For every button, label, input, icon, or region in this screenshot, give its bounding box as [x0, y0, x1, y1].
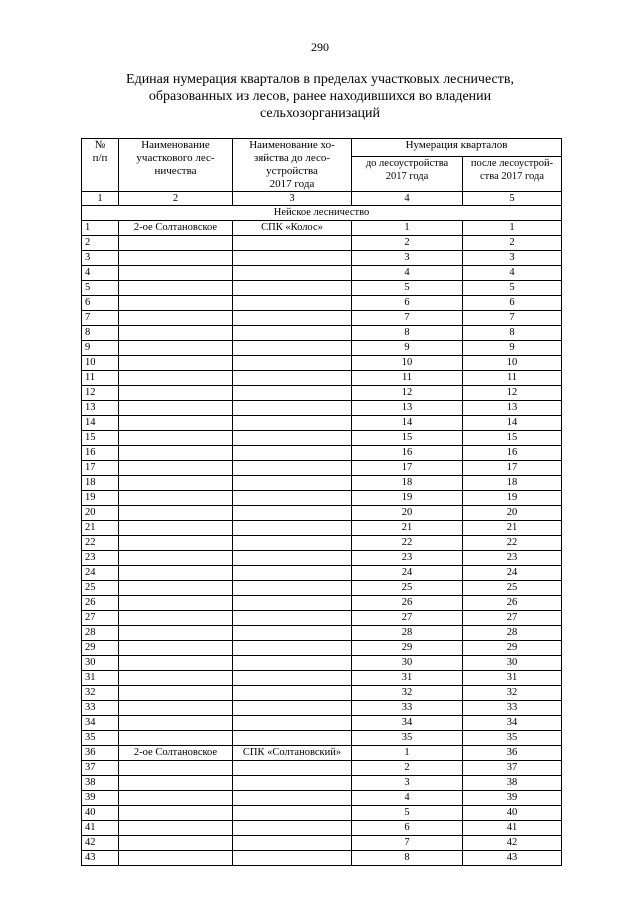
quarter-before-cell: 27	[352, 611, 463, 626]
farm-name-cell	[233, 761, 352, 776]
quarter-after-cell: 2	[463, 236, 562, 251]
quarter-after-cell: 19	[463, 491, 562, 506]
forestry-name-cell	[119, 581, 233, 596]
farm-name-cell	[233, 551, 352, 566]
column-number: 3	[233, 192, 352, 206]
farm-name-cell	[233, 701, 352, 716]
forestry-name-cell	[119, 806, 233, 821]
row-number-cell: 28	[82, 626, 119, 641]
table-row	[82, 311, 562, 326]
farm-name-cell: СПК «Колос»	[233, 221, 352, 236]
header-number	[82, 139, 119, 192]
forestry-name-cell	[119, 251, 233, 266]
quarter-before-cell: 31	[352, 671, 463, 686]
quarter-before-cell: 29	[352, 641, 463, 656]
table-row	[82, 461, 562, 476]
table-row	[82, 836, 562, 851]
forestry-name-cell	[119, 266, 233, 281]
row-number-cell: 21	[82, 521, 119, 536]
quarter-before-cell: 19	[352, 491, 463, 506]
forestry-name-cell	[119, 731, 233, 746]
header-number-line: №	[94, 139, 106, 151]
quarter-before-cell: 12	[352, 386, 463, 401]
header-after-line: ства 2017 года	[480, 171, 544, 183]
farm-name-cell	[233, 596, 352, 611]
header-farm-name	[233, 139, 352, 192]
row-number-cell: 31	[82, 671, 119, 686]
farm-name-cell	[233, 581, 352, 596]
farm-name-cell	[233, 401, 352, 416]
row-number-cell: 27	[82, 611, 119, 626]
farm-name-cell	[233, 791, 352, 806]
forestry-name-cell	[119, 431, 233, 446]
quarter-numbering-table	[81, 138, 562, 866]
forestry-name-cell	[119, 536, 233, 551]
quarter-after-cell: 17	[463, 461, 562, 476]
forestry-name-cell	[119, 671, 233, 686]
table-row	[82, 236, 562, 251]
quarter-after-cell: 5	[463, 281, 562, 296]
header-after-survey	[463, 157, 562, 192]
quarter-before-cell: 21	[352, 521, 463, 536]
row-number-cell: 15	[82, 431, 119, 446]
row-number-cell: 30	[82, 656, 119, 671]
forestry-name-cell	[119, 461, 233, 476]
table-row	[82, 341, 562, 356]
table-row	[82, 221, 562, 236]
quarter-before-cell: 32	[352, 686, 463, 701]
quarter-after-cell: 4	[463, 266, 562, 281]
header-farm-line: 2017 года	[269, 178, 315, 190]
header-before-survey	[352, 157, 463, 192]
quarter-before-cell: 3	[352, 251, 463, 266]
farm-name-cell	[233, 566, 352, 581]
table-row	[82, 626, 562, 641]
quarter-before-cell: 17	[352, 461, 463, 476]
table-row	[82, 521, 562, 536]
table-row	[82, 281, 562, 296]
page-number: 290	[311, 40, 329, 54]
row-number-cell: 29	[82, 641, 119, 656]
quarter-before-cell: 34	[352, 716, 463, 731]
table-row	[82, 416, 562, 431]
quarter-after-cell: 25	[463, 581, 562, 596]
farm-name-cell	[233, 296, 352, 311]
header-farm-line: зяйства до лесо-	[253, 152, 331, 164]
row-number-cell: 22	[82, 536, 119, 551]
row-number-cell: 19	[82, 491, 119, 506]
table-row	[82, 431, 562, 446]
farm-name-cell	[233, 641, 352, 656]
quarter-before-cell: 8	[352, 851, 463, 866]
quarter-after-cell: 42	[463, 836, 562, 851]
table-row	[82, 821, 562, 836]
forestry-name-cell	[119, 551, 233, 566]
column-number: 2	[119, 192, 233, 206]
forestry-name-cell	[119, 791, 233, 806]
farm-name-cell	[233, 521, 352, 536]
farm-name-cell	[233, 506, 352, 521]
quarter-after-cell: 34	[463, 716, 562, 731]
forestry-name-cell	[119, 656, 233, 671]
quarter-before-cell: 2	[352, 761, 463, 776]
quarter-before-cell: 20	[352, 506, 463, 521]
quarter-before-cell: 10	[352, 356, 463, 371]
quarter-after-cell: 32	[463, 686, 562, 701]
forestry-name-cell	[119, 851, 233, 866]
row-number-cell: 34	[82, 716, 119, 731]
forestry-name-cell	[119, 716, 233, 731]
quarter-after-cell: 20	[463, 506, 562, 521]
table-row	[82, 446, 562, 461]
forestry-name-cell	[119, 386, 233, 401]
farm-name-cell	[233, 821, 352, 836]
row-number-cell: 33	[82, 701, 119, 716]
quarter-after-cell: 31	[463, 671, 562, 686]
table-row	[82, 491, 562, 506]
column-number: 1	[82, 192, 119, 206]
row-number-cell: 42	[82, 836, 119, 851]
quarter-before-cell: 18	[352, 476, 463, 491]
quarter-after-cell: 36	[463, 746, 562, 761]
row-number-cell: 11	[82, 371, 119, 386]
farm-name-cell	[233, 431, 352, 446]
farm-name-cell	[233, 851, 352, 866]
forestry-name-cell	[119, 596, 233, 611]
forestry-name-cell	[119, 761, 233, 776]
quarter-after-cell: 18	[463, 476, 562, 491]
header-before-line: 2017 года	[385, 171, 429, 183]
quarter-after-cell: 33	[463, 701, 562, 716]
quarter-before-cell: 5	[352, 281, 463, 296]
forestry-name-cell	[119, 476, 233, 491]
forestry-name-cell	[119, 491, 233, 506]
header-farm-line: Наименование хо-	[249, 139, 335, 151]
forestry-name-cell	[119, 611, 233, 626]
table-row	[82, 761, 562, 776]
header-quarter-numbering: Нумерация кварталов	[352, 139, 562, 157]
quarter-after-cell: 43	[463, 851, 562, 866]
quarter-after-cell: 35	[463, 731, 562, 746]
farm-name-cell	[233, 476, 352, 491]
quarter-before-cell: 14	[352, 416, 463, 431]
table-row	[82, 671, 562, 686]
quarter-after-cell: 21	[463, 521, 562, 536]
quarter-before-cell: 8	[352, 326, 463, 341]
header-farm-line: устройства	[266, 165, 318, 177]
farm-name-cell	[233, 671, 352, 686]
title-line-3: сельхозорганизаций	[259, 106, 381, 121]
header-forestry-line: участкового лес-	[136, 152, 215, 164]
row-number-cell: 14	[82, 416, 119, 431]
quarter-after-cell: 37	[463, 761, 562, 776]
row-number-cell: 9	[82, 341, 119, 356]
farm-name-cell	[233, 626, 352, 641]
forestry-name-cell	[119, 701, 233, 716]
table-row	[82, 371, 562, 386]
table-row	[82, 701, 562, 716]
table-row	[82, 806, 562, 821]
forestry-name-cell	[119, 626, 233, 641]
forestry-name-cell	[119, 416, 233, 431]
forestry-name-cell	[119, 401, 233, 416]
quarter-before-cell: 28	[352, 626, 463, 641]
row-number-cell: 38	[82, 776, 119, 791]
quarter-after-cell: 24	[463, 566, 562, 581]
row-number-cell: 4	[82, 266, 119, 281]
table-row	[82, 596, 562, 611]
header-forestry-name	[119, 139, 233, 192]
forestry-name-cell	[119, 821, 233, 836]
quarter-before-cell: 30	[352, 656, 463, 671]
forestry-name-cell	[119, 506, 233, 521]
header-forestry-line: ничества	[154, 165, 197, 177]
title-line-1: Единая нумерация кварталов в пределах участковых лесничеств,	[126, 72, 514, 87]
quarter-before-cell: 22	[352, 536, 463, 551]
quarter-before-cell: 11	[352, 371, 463, 386]
forestry-name-cell	[119, 641, 233, 656]
farm-name-cell	[233, 341, 352, 356]
farm-name-cell: СПК «Солтановский»	[233, 746, 352, 761]
quarter-after-cell: 41	[463, 821, 562, 836]
quarter-after-cell: 40	[463, 806, 562, 821]
farm-name-cell	[233, 611, 352, 626]
row-number-cell: 26	[82, 596, 119, 611]
farm-name-cell	[233, 326, 352, 341]
quarter-after-cell: 28	[463, 626, 562, 641]
quarter-before-cell: 9	[352, 341, 463, 356]
forestry-name-cell	[119, 371, 233, 386]
quarter-after-cell: 15	[463, 431, 562, 446]
quarter-after-cell: 11	[463, 371, 562, 386]
row-number-cell: 6	[82, 296, 119, 311]
quarter-after-cell: 14	[463, 416, 562, 431]
forestry-name-cell: 2-ое Солтановское	[119, 221, 233, 236]
table-row	[82, 266, 562, 281]
table-row	[82, 686, 562, 701]
header-before-line: до лесоустройства	[365, 158, 449, 170]
quarter-after-cell: 22	[463, 536, 562, 551]
farm-name-cell	[233, 716, 352, 731]
row-number-cell: 18	[82, 476, 119, 491]
farm-name-cell	[233, 311, 352, 326]
row-number-cell: 13	[82, 401, 119, 416]
row-number-cell: 1	[82, 221, 119, 236]
table-row	[82, 791, 562, 806]
farm-name-cell	[233, 461, 352, 476]
farm-name-cell	[233, 776, 352, 791]
row-number-cell: 2	[82, 236, 119, 251]
farm-name-cell	[233, 416, 352, 431]
table-row	[82, 356, 562, 371]
forestry-name-cell	[119, 341, 233, 356]
section-title: Нейское лесничество	[82, 206, 562, 221]
quarter-after-cell: 3	[463, 251, 562, 266]
quarter-before-cell: 23	[352, 551, 463, 566]
section-row	[82, 206, 562, 221]
table-row	[82, 326, 562, 341]
quarter-before-cell: 24	[352, 566, 463, 581]
row-number-cell: 43	[82, 851, 119, 866]
header-after-line: после лесоустрой-	[470, 158, 554, 170]
farm-name-cell	[233, 491, 352, 506]
table-row	[82, 476, 562, 491]
forestry-name-cell	[119, 521, 233, 536]
quarter-before-cell: 6	[352, 821, 463, 836]
quarter-after-cell: 26	[463, 596, 562, 611]
header-forestry-line: Наименование	[141, 139, 210, 151]
row-number-cell: 24	[82, 566, 119, 581]
table-row	[82, 776, 562, 791]
forestry-name-cell	[119, 686, 233, 701]
row-number-cell: 20	[82, 506, 119, 521]
forestry-name-cell	[119, 776, 233, 791]
farm-name-cell	[233, 251, 352, 266]
quarter-after-cell: 23	[463, 551, 562, 566]
forestry-name-cell	[119, 446, 233, 461]
row-number-cell: 40	[82, 806, 119, 821]
quarter-after-cell: 13	[463, 401, 562, 416]
quarter-after-cell: 1	[463, 221, 562, 236]
quarter-after-cell: 9	[463, 341, 562, 356]
quarter-before-cell: 2	[352, 236, 463, 251]
table-row	[82, 611, 562, 626]
row-number-cell: 8	[82, 326, 119, 341]
quarter-before-cell: 15	[352, 431, 463, 446]
row-number-cell: 39	[82, 791, 119, 806]
quarter-before-cell: 7	[352, 311, 463, 326]
forestry-name-cell	[119, 281, 233, 296]
document-title	[60, 71, 580, 122]
farm-name-cell	[233, 806, 352, 821]
quarter-after-cell: 38	[463, 776, 562, 791]
table-row	[82, 716, 562, 731]
row-number-cell: 37	[82, 761, 119, 776]
row-number-cell: 25	[82, 581, 119, 596]
row-number-cell: 3	[82, 251, 119, 266]
column-number-row	[82, 192, 562, 206]
farm-name-cell	[233, 536, 352, 551]
quarter-before-cell: 1	[352, 221, 463, 236]
quarter-before-cell: 5	[352, 806, 463, 821]
table-row	[82, 851, 562, 866]
table-row	[82, 401, 562, 416]
quarter-before-cell: 13	[352, 401, 463, 416]
farm-name-cell	[233, 281, 352, 296]
quarter-after-cell: 30	[463, 656, 562, 671]
table-row	[82, 566, 562, 581]
farm-name-cell	[233, 656, 352, 671]
row-number-cell: 7	[82, 311, 119, 326]
row-number-cell: 41	[82, 821, 119, 836]
forestry-name-cell	[119, 296, 233, 311]
row-number-cell: 23	[82, 551, 119, 566]
forestry-name-cell	[119, 311, 233, 326]
quarter-after-cell: 39	[463, 791, 562, 806]
row-number-cell: 16	[82, 446, 119, 461]
quarter-before-cell: 3	[352, 776, 463, 791]
farm-name-cell	[233, 686, 352, 701]
quarter-after-cell: 16	[463, 446, 562, 461]
table-row	[82, 296, 562, 311]
table-row	[82, 731, 562, 746]
row-number-cell: 12	[82, 386, 119, 401]
farm-name-cell	[233, 836, 352, 851]
quarter-before-cell: 6	[352, 296, 463, 311]
quarter-after-cell: 8	[463, 326, 562, 341]
farm-name-cell	[233, 446, 352, 461]
quarter-after-cell: 7	[463, 311, 562, 326]
quarter-after-cell: 10	[463, 356, 562, 371]
forestry-name-cell	[119, 326, 233, 341]
quarter-after-cell: 29	[463, 641, 562, 656]
quarter-before-cell: 4	[352, 791, 463, 806]
forestry-name-cell	[119, 836, 233, 851]
quarter-after-cell: 27	[463, 611, 562, 626]
quarter-before-cell: 7	[352, 836, 463, 851]
quarter-before-cell: 16	[352, 446, 463, 461]
quarter-before-cell: 33	[352, 701, 463, 716]
table-row	[82, 551, 562, 566]
farm-name-cell	[233, 371, 352, 386]
column-number: 5	[463, 192, 562, 206]
title-line-2: образованных из лесов, ранее находившихся во владении	[148, 89, 492, 104]
quarter-before-cell: 4	[352, 266, 463, 281]
quarter-before-cell: 1	[352, 746, 463, 761]
row-number-cell: 36	[82, 746, 119, 761]
table-row	[82, 251, 562, 266]
table-row	[82, 746, 562, 761]
table-row	[82, 581, 562, 596]
quarter-before-cell: 25	[352, 581, 463, 596]
row-number-cell: 35	[82, 731, 119, 746]
farm-name-cell	[233, 236, 352, 251]
table-row	[82, 536, 562, 551]
row-number-cell: 10	[82, 356, 119, 371]
table-row	[82, 641, 562, 656]
table-row	[82, 656, 562, 671]
row-number-cell: 5	[82, 281, 119, 296]
header-number-line: п/п	[92, 152, 108, 164]
farm-name-cell	[233, 356, 352, 371]
quarter-after-cell: 12	[463, 386, 562, 401]
table-row	[82, 506, 562, 521]
farm-name-cell	[233, 731, 352, 746]
column-number: 4	[352, 192, 463, 206]
forestry-name-cell	[119, 236, 233, 251]
forestry-name-cell: 2-ое Солтановское	[119, 746, 233, 761]
farm-name-cell	[233, 386, 352, 401]
row-number-cell: 32	[82, 686, 119, 701]
quarter-after-cell: 6	[463, 296, 562, 311]
row-number-cell: 17	[82, 461, 119, 476]
quarter-before-cell: 26	[352, 596, 463, 611]
farm-name-cell	[233, 266, 352, 281]
quarter-before-cell: 35	[352, 731, 463, 746]
table-row	[82, 386, 562, 401]
forestry-name-cell	[119, 566, 233, 581]
forestry-name-cell	[119, 356, 233, 371]
